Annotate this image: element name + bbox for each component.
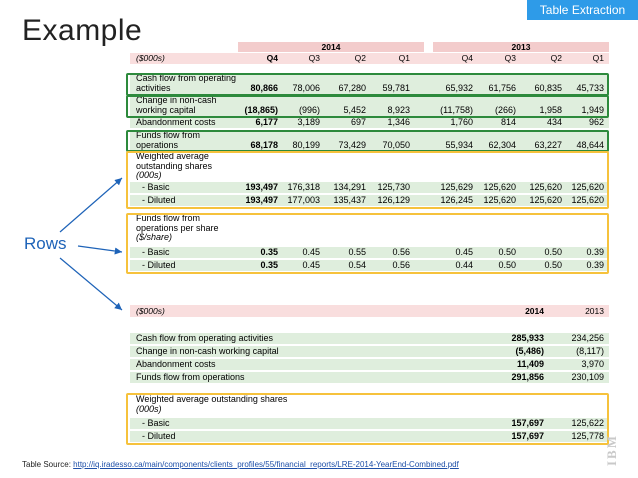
table-row — [130, 372, 609, 383]
table-extraction-badge: Table Extraction — [527, 0, 638, 20]
cell: 1,760 — [450, 117, 473, 127]
unit-label: ($000s) — [136, 53, 165, 63]
table-row — [130, 117, 609, 128]
cell: 0.54 — [348, 260, 366, 270]
row-label: - Basic — [142, 182, 170, 192]
col-header: 2014 — [525, 306, 544, 316]
row-label: Funds flow from operations — [136, 372, 245, 382]
cell: 3,970 — [581, 359, 604, 369]
column-header-row — [130, 53, 609, 64]
cell: 73,429 — [338, 140, 366, 150]
cell: 70,050 — [382, 140, 410, 150]
cell: 0.44 — [455, 260, 473, 270]
cell: 67,280 — [338, 83, 366, 93]
cell: 291,856 — [511, 372, 544, 382]
cell: 0.39 — [586, 247, 604, 257]
cell: (18,865) — [244, 105, 278, 115]
cell: 0.55 — [348, 247, 366, 257]
source-link[interactable]: http://iq.iradesso.ca/main/components/clients_profiles/55/financial_reports/LRE-2014-YearEnd-Combined.pdf — [73, 460, 459, 469]
cell: 125,778 — [571, 431, 604, 441]
col-header: Q4 — [266, 53, 278, 63]
cell: 125,629 — [440, 182, 473, 192]
cell: 0.45 — [302, 247, 320, 257]
cell: 0.56 — [392, 260, 410, 270]
cell: 814 — [500, 117, 516, 127]
row-label: Change in non-cash working capital — [136, 95, 217, 115]
row-label: Cash flow from operating activities — [136, 73, 237, 93]
year-2013-header: 2013 — [433, 42, 609, 52]
col-header: Q3 — [308, 53, 320, 63]
cell: 697 — [350, 117, 366, 127]
cell: 125,620 — [529, 195, 562, 205]
cell: 134,291 — [333, 182, 366, 192]
cell: 8,923 — [387, 105, 410, 115]
cell: 125,730 — [377, 182, 410, 192]
cell: 126,245 — [440, 195, 473, 205]
cell: 0.50 — [498, 260, 516, 270]
cell: 0.39 — [586, 260, 604, 270]
row-label: - Diluted — [142, 260, 176, 270]
cell: (8,117) — [576, 346, 604, 356]
table-row — [130, 346, 609, 357]
cell: 230,109 — [571, 372, 604, 382]
cell: 0.56 — [392, 247, 410, 257]
unit-label: ($000s) — [136, 306, 165, 316]
arrow-up — [60, 178, 122, 232]
section-header: Funds flow from operations per share ($/share) — [136, 213, 219, 242]
quarterly-table — [130, 42, 609, 274]
cell: (5,486) — [515, 346, 544, 356]
row-label: - Diluted — [142, 195, 176, 205]
cell: 0.50 — [544, 247, 562, 257]
ibm-logo-watermark: IBM — [604, 434, 619, 466]
cell: 234,256 — [571, 333, 604, 343]
cell: 434 — [546, 117, 562, 127]
cell: 0.45 — [302, 260, 320, 270]
arrow-right — [78, 246, 122, 252]
cell: 962 — [588, 117, 604, 127]
cell: 80,866 — [250, 83, 278, 93]
cell: 60,835 — [534, 83, 562, 93]
cell: 62,304 — [488, 140, 516, 150]
col-header: Q2 — [550, 53, 562, 63]
source-prefix: Table Source: — [22, 460, 71, 469]
row-label: Cash flow from operating activities — [136, 333, 274, 343]
row-label: Funds flow from operations — [136, 130, 201, 150]
cell: (11,758) — [440, 105, 473, 115]
col-header: Q1 — [592, 53, 604, 63]
cell: 285,933 — [511, 333, 544, 343]
col-header: Q3 — [504, 53, 516, 63]
col-header: Q4 — [461, 53, 473, 63]
row-highlight-green — [126, 95, 609, 118]
cell: 125,620 — [529, 182, 562, 192]
row-label: Abandonment costs — [136, 117, 216, 127]
cell: 125,620 — [571, 195, 604, 205]
col-header: Q2 — [354, 53, 366, 63]
table-source — [22, 460, 459, 469]
cell: 125,620 — [571, 182, 604, 192]
cell: 126,129 — [377, 195, 410, 205]
cell: 157,697 — [511, 418, 544, 428]
cell: 135,437 — [333, 195, 366, 205]
row-highlight-yellow — [126, 393, 609, 445]
cell: 68,178 — [250, 140, 278, 150]
cell: 80,199 — [292, 140, 320, 150]
cell: 125,622 — [571, 418, 604, 428]
cell: (266) — [494, 105, 516, 115]
cell: 5,452 — [343, 105, 366, 115]
row-highlight-yellow — [126, 213, 609, 274]
row-highlight-green — [126, 73, 609, 96]
cell: 0.35 — [260, 247, 278, 257]
cell: 193,497 — [245, 195, 278, 205]
cell: 65,932 — [445, 83, 473, 93]
cell: 176,318 — [287, 182, 320, 192]
cell: 1,958 — [539, 105, 562, 115]
cell: 61,756 — [488, 83, 516, 93]
cell: 157,697 — [511, 431, 544, 441]
row-label: Change in non-cash working capital — [136, 346, 279, 356]
col-header: 2013 — [585, 306, 604, 316]
cell: 0.50 — [498, 247, 516, 257]
cell: 193,497 — [245, 182, 278, 192]
cell: 125,620 — [483, 182, 516, 192]
col-header: Q1 — [398, 53, 410, 63]
cell: 63,227 — [534, 140, 562, 150]
cell: 0.45 — [455, 247, 473, 257]
cell: 78,006 — [292, 83, 320, 93]
row-label: Abandonment costs — [136, 359, 216, 369]
row-label: - Diluted — [142, 431, 176, 441]
cell: 125,620 — [483, 195, 516, 205]
annual-table — [130, 305, 609, 447]
column-header-row — [130, 305, 609, 317]
cell: 177,003 — [287, 195, 320, 205]
cell: 0.50 — [544, 260, 562, 270]
table-row — [130, 359, 609, 370]
row-label: - Basic — [142, 247, 170, 257]
rows-label: Rows — [24, 234, 67, 253]
cell: 59,781 — [382, 83, 410, 93]
cell: 1,949 — [581, 105, 604, 115]
cell: 0.35 — [260, 260, 278, 270]
row-highlight-green — [126, 130, 609, 152]
table-row — [130, 333, 609, 344]
cell: 6,177 — [255, 117, 278, 127]
section-header: Weighted average outstanding shares (000s) — [136, 394, 288, 414]
row-highlight-yellow — [126, 151, 609, 209]
cell: 48,644 — [576, 140, 604, 150]
section-header: Weighted average outstanding shares (000s) — [136, 151, 213, 180]
cell: 11,409 — [516, 359, 544, 369]
slide-title: Example — [22, 14, 143, 47]
arrow-down — [60, 258, 122, 310]
year-2014-header: 2014 — [238, 42, 424, 52]
cell: 55,934 — [445, 140, 473, 150]
row-label: - Basic — [142, 418, 170, 428]
cell: (996) — [298, 105, 320, 115]
cell: 1,346 — [387, 117, 410, 127]
cell: 3,189 — [297, 117, 320, 127]
cell: 45,733 — [576, 83, 604, 93]
